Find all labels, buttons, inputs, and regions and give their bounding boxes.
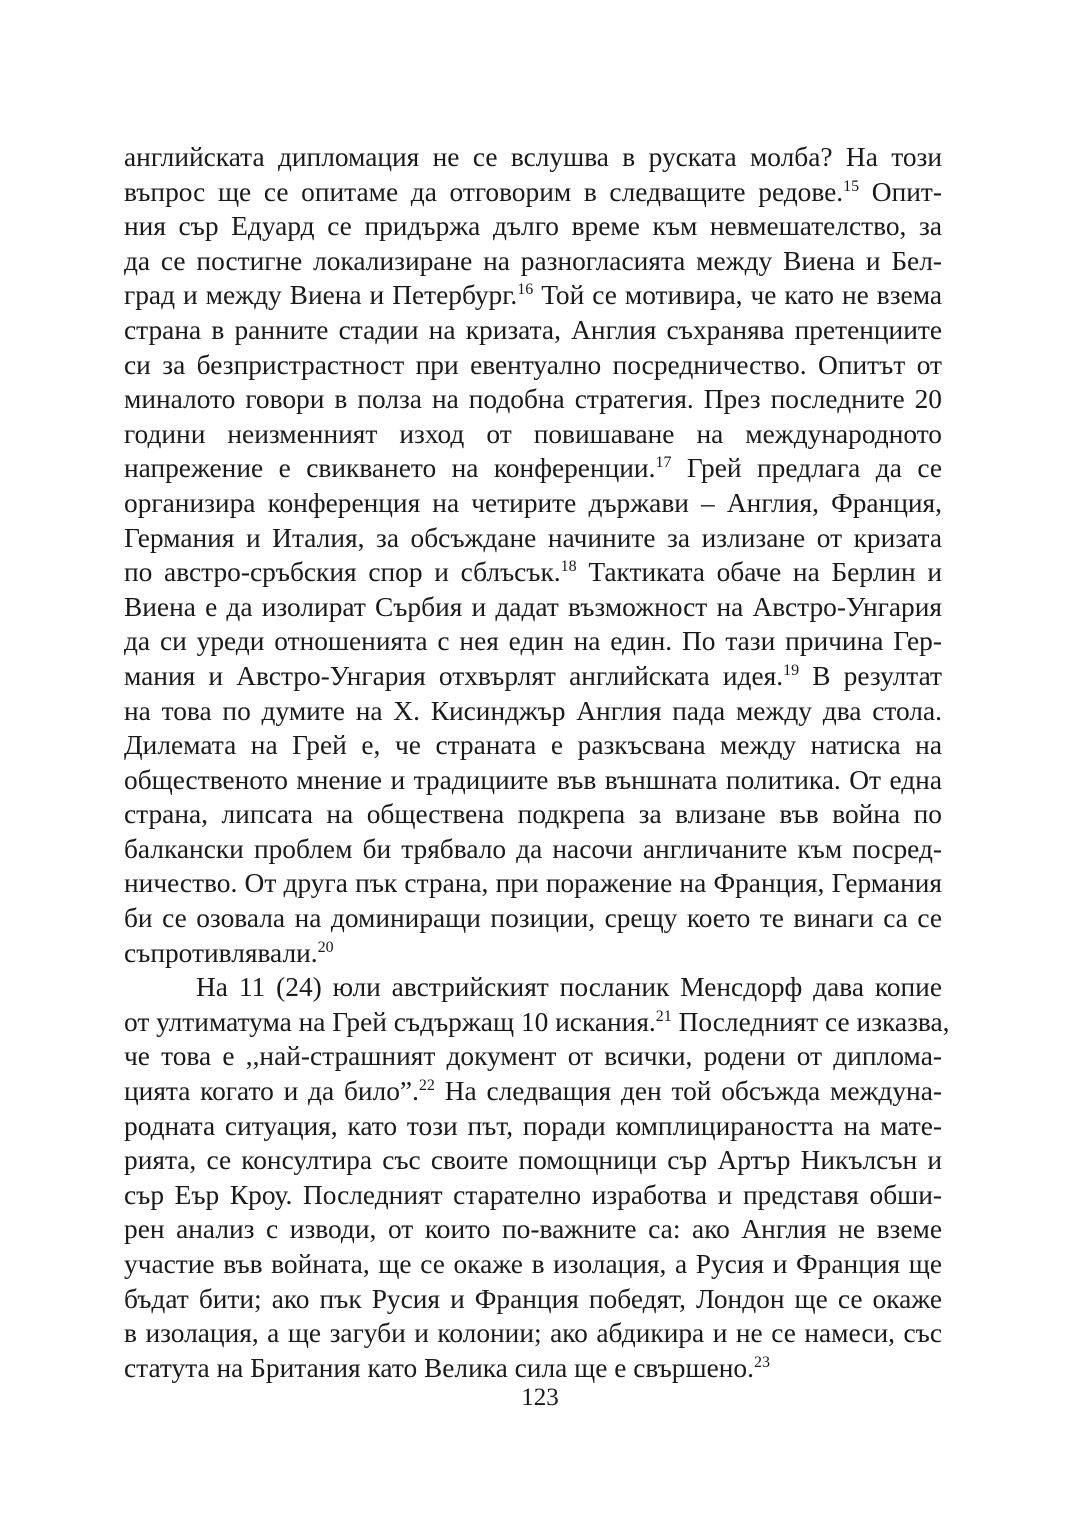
text-run: На следващия ден той обсъжда междуна- — [434, 1076, 942, 1107]
footnote-marker: 15 — [843, 177, 860, 195]
text-line — [124, 1143, 942, 1178]
text-run: страна в ранните стадии на кризата, Англия съхранява претенциите — [124, 314, 942, 345]
text-line — [124, 936, 942, 971]
text-line — [124, 209, 942, 244]
text-run: организира конференция на четирите държави – Англия, Франция, — [124, 487, 942, 518]
text-line — [124, 486, 942, 521]
text-line — [124, 313, 942, 348]
text-run: на това по думите на Х. Кисинджър Англия пада между два стола. — [124, 695, 942, 726]
text-run: Тактиката обаче на Берлин и — [576, 557, 943, 588]
text-run: рията, се консултира със своите помощници сър Артър Никълсън и — [124, 1145, 942, 1176]
text-run: да се постигне локализиране на разногласията между Виена и Бел- — [124, 245, 942, 276]
text-run: Виена е да изолират Сърбия и дадат възможност на Австро-Унгария — [124, 591, 942, 622]
footnote-marker: 16 — [517, 281, 534, 299]
text-line — [124, 1178, 942, 1213]
text-line — [124, 417, 942, 452]
text-line — [124, 1039, 942, 1074]
text-run: напрежение е свикването на конференции. — [124, 453, 656, 484]
text-run: миналото говори в полза на подобна стратегия. През последните 20 — [124, 384, 942, 415]
text-line — [124, 451, 942, 486]
text-line — [124, 590, 942, 625]
text-run: ничество. От друга пък страна, при поражение на Франция, Германия — [124, 868, 942, 899]
text-line — [124, 278, 942, 313]
text-run: Опит- — [859, 176, 942, 207]
text-line — [124, 797, 942, 832]
text-line — [124, 1074, 942, 1109]
text-line — [124, 901, 942, 936]
text-run: бъдат бити; ако пък Русия и Франция победят, Лондон ще се окаже — [124, 1283, 942, 1314]
text-run: общественото мнение и традициите във външната политика. От една — [124, 764, 942, 795]
text-line — [124, 140, 942, 175]
text-run: си за безпристрастност при евентуално посредничество. Опитът от — [124, 349, 942, 380]
text-run: страна, липсата на обществена подкрепа за влизане във война по — [124, 799, 942, 830]
text-run: Германия и Италия, за обсъждане начините за излизане от кризата — [124, 522, 942, 553]
text-line — [124, 624, 942, 659]
text-line — [124, 1247, 942, 1282]
text-run: съпротивлявали. — [124, 937, 318, 968]
text-run: мания и Австро-Унгария отхвърлят английската идея. — [124, 660, 784, 691]
text-line — [124, 832, 942, 867]
text-line — [124, 1351, 942, 1386]
footnote-marker: 21 — [655, 1007, 672, 1025]
text-run: родната ситуация, като този път, поради комплицираността на мате- — [124, 1110, 942, 1141]
text-line — [124, 521, 942, 556]
footnote-marker: 20 — [317, 938, 334, 956]
text-run: английската дипломация не се вслушва в руската молба? На този — [124, 142, 942, 172]
text-line — [124, 763, 942, 798]
text-run: ния сър Едуард се придържа дълго време към невмешателство, за — [124, 211, 942, 242]
text-run: по австро-сръбския спор и сблъсък. — [124, 557, 561, 588]
text-line — [124, 659, 942, 694]
text-line — [124, 694, 942, 729]
text-line — [124, 1212, 942, 1247]
text-line — [124, 970, 942, 1005]
text-line — [124, 728, 942, 763]
footnote-marker: 18 — [560, 558, 577, 576]
footnote-marker: 17 — [655, 454, 672, 472]
text-run: Последният се изказва, — [671, 1006, 950, 1037]
text-run: би се озовала на доминиращи позиции, срещу което те винаги са се — [124, 903, 942, 934]
body-text — [124, 140, 950, 1385]
text-line — [124, 175, 942, 210]
text-run: че това е ,,най-страшният документ от всички, родени от дипломa- — [124, 1041, 942, 1072]
text-line — [124, 866, 942, 901]
text-run: да си уреди отношенията с нея един на един. По тази причина Гер- — [124, 626, 942, 657]
footnote-marker: 22 — [418, 1077, 435, 1095]
text-line — [124, 555, 942, 590]
text-run: статута на Британия като Велика сила ще е свършено. — [124, 1352, 754, 1383]
text-run: въпрос ще се опитаме да отговорим в следващите редове. — [124, 176, 844, 207]
text-line — [124, 244, 942, 279]
text-run: град и между Виена и Петербург. — [124, 280, 518, 311]
text-run: в изолация, а ще загуби и колонии; ако абдикира и не се намеси, със — [124, 1318, 942, 1349]
text-run: години неизменният изход от повишаване на международното — [124, 418, 942, 449]
page-number: 123 — [521, 1384, 559, 1411]
text-run: от ултиматума на Грей съдържащ 10 искания. — [124, 1006, 656, 1037]
text-line — [124, 1282, 942, 1317]
text-run: Дилемата на Грей е, че страната е разкъсвана между натиска на — [124, 730, 942, 761]
text-run: Той се мотивира, че като не взема — [533, 280, 942, 311]
text-run: балкански проблем би трябвало да насочи англичаните към посред- — [124, 833, 942, 864]
text-line — [124, 1316, 942, 1351]
text-line — [124, 1005, 950, 1040]
text-line — [124, 348, 942, 383]
footnote-marker: 19 — [783, 661, 800, 679]
text-line — [124, 1109, 942, 1144]
text-run: В резултат — [799, 660, 942, 691]
text-run: сър Еър Кроу. Последният старателно изработва и представя обши- — [124, 1179, 942, 1210]
footnote-marker: 23 — [753, 1353, 770, 1371]
text-run: Грей предлага да се — [671, 453, 942, 484]
text-line — [124, 382, 942, 417]
text-run: На 11 (24) юли австрийският посланик Менсдорф дава копие — [196, 972, 942, 1003]
text-run: рен анализ с изводи, от които по-важните са: ако Англия не вземе — [124, 1214, 942, 1245]
text-run: цията когато и да било”. — [124, 1076, 419, 1107]
text-run: участие във войната, ще се окаже в изолация, а Русия и Франция ще — [124, 1249, 942, 1279]
